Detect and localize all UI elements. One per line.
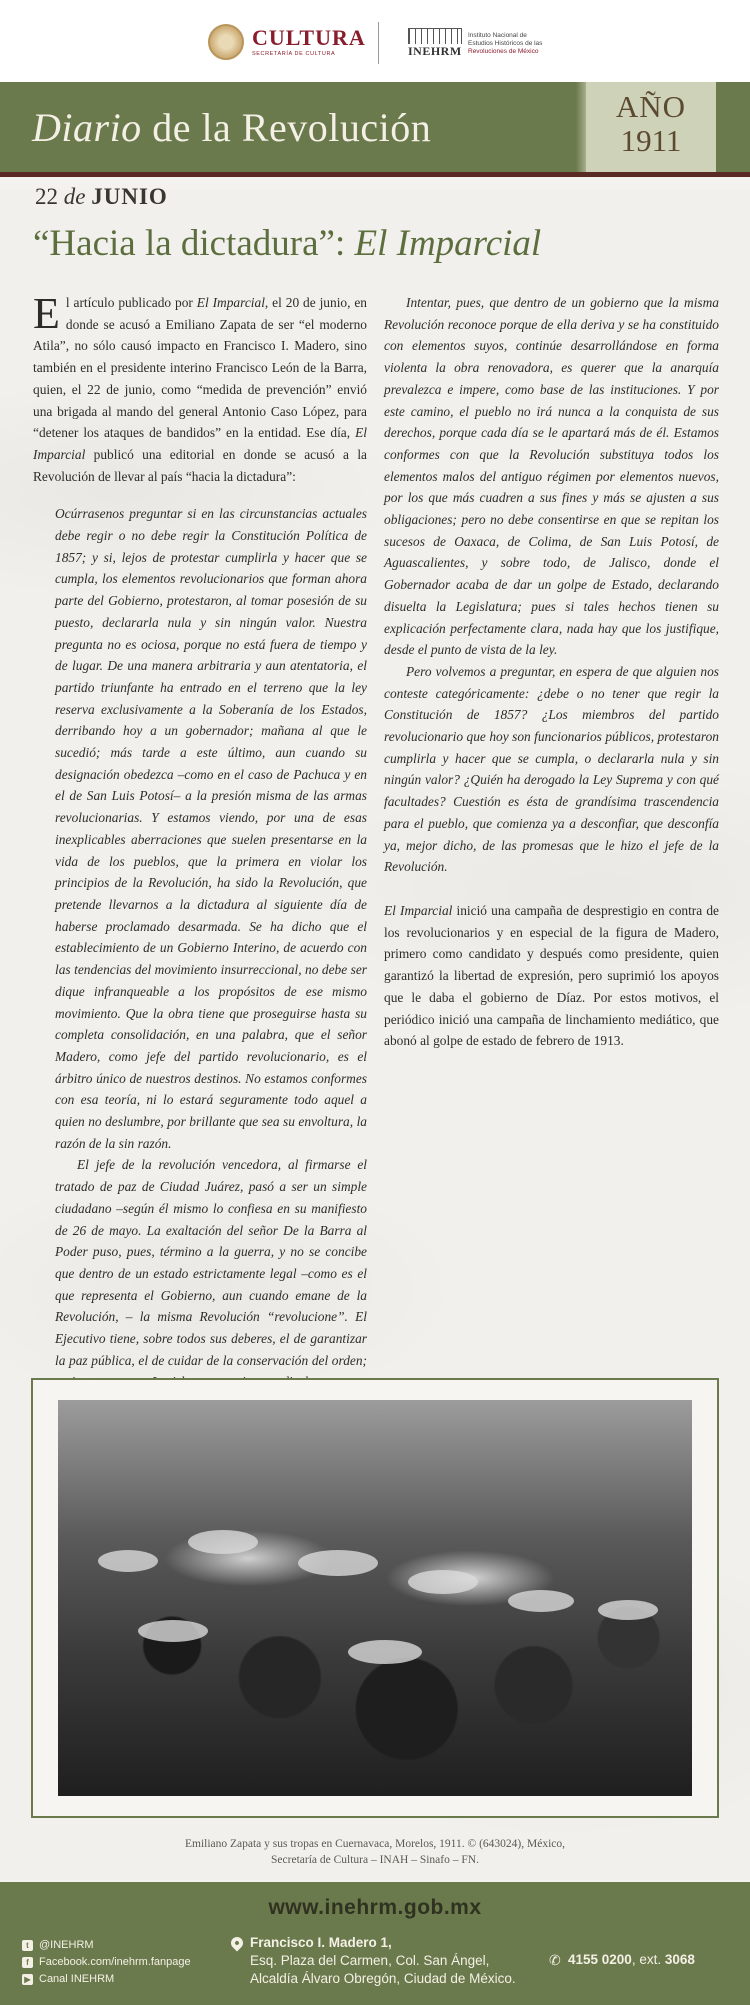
photo-caption [100, 1836, 650, 1868]
facebook-link[interactable] [22, 1954, 191, 1971]
phone-ext-number: 3068 [664, 1952, 695, 1967]
year-label: AÑO [615, 89, 687, 124]
photo-detail [138, 1620, 208, 1642]
youtube-channel: Canal INEHRM [39, 1973, 115, 1985]
seal-icon [208, 24, 244, 60]
headline [33, 222, 541, 265]
inehrm-word: INEHRM [408, 44, 462, 58]
address-line-2: Esq. Plaza del Carmen, Col. San Ángel, [250, 1953, 490, 1968]
building-icon [408, 28, 462, 44]
intro-text-c: , el 20 de junio, en donde se acusó a Emiliano Zapata de ser “el moderno Atila”, no sólo causó impacto en Francisco I. Madero, sino también en el presidente interino Francisco León de la Barra, quien, el 22 de junio, como “medida de prevención” envió una brigada al mando del general Antonio Caso López, para “detener los ataques de bandidos” en la entidad. Ese día, [33, 295, 368, 441]
twitter-icon: t [22, 1940, 33, 1951]
photo-frame [31, 1378, 719, 1818]
phone-number: 4155 0200 [568, 1952, 632, 1967]
phone-block[interactable] [549, 1952, 695, 1968]
address-block [250, 1934, 516, 1988]
inehrm-logo[interactable] [408, 28, 542, 59]
article-date [35, 184, 168, 210]
article-column-left [33, 289, 368, 1502]
cultura-word: CULTURA [252, 25, 366, 50]
article-column-right [384, 292, 719, 1052]
facebook-url: Facebook.com/inehrm.fanpage [39, 1956, 191, 1968]
date-day: 22 [35, 184, 58, 209]
inehrm-line3: Revoluciones de México [468, 47, 539, 55]
headline-main: “Hacia la dictadura”: [33, 223, 355, 264]
inehrm-line2: Estudios Históricos de las [468, 39, 543, 47]
photo-detail [98, 1550, 158, 1572]
inehrm-mark [408, 28, 462, 59]
intro-paragraph [33, 289, 368, 487]
quote-paragraph-1: Ocúrrasenos preguntar si en las circunstancias actuales debe regir o no debe regir la Constitución Política de 1857; y si, lejos de protestar cumplirla y hacer que se cumpla, los elementos revolucionarios que forman ahora parte del Gobierno, protestaron, al tomar posesión de su puesto, declararla nula y sin ningún valor. Nuestra pregunta no es ociosa, porque no está fuera de tiempo y de lugar. De una manera arbitraria y aun atentatoria, el partido triunfante ha entrado en el terreno que la ley reserva exclusivamente a la Soberanía de los Estados, derribando hoy a un gobernador; mañana al que le sucedió; más tarde a este último, aun cuando su designación obedezca –como en el caso de Pachuca y en el de San Luis Potosí– a la presión misma de las armas revolucionarias. Y estamos viendo, por una de esas inexplicables aberraciones que suelen presentarse en la vida de los pueblos, que la primera en violar los principios de la Revolución, ha sido la Revolución, que pretende llevarnos a la dictadura al siguiente día de haberse proclamado desarmada. Se ha dicho que el establecimiento de un Gobierno Interino, de acuerdo con las tendencias del movimiento insurreccional, no debe ser dique infranqueable a los propósitos de ese mismo movimiento. Que la obra tiene que proseguirse hasta su completa consolidación, en una palabra, que el señor Madero, como jefe del partido revolucionario, es el árbitro único de nuestros destinos. No estamos conformes con esa teoría, ni lo estará seguramente todo aquel a quien no deslumbre, por brillante que sea su envoltura, la razón de la sin razón. [55, 506, 367, 1151]
cultura-text [252, 27, 366, 57]
logo-divider [378, 22, 379, 64]
quote-paragraph-3: Intentar, pues, que dentro de un gobierno que la misma Revolución reconoce porque de ella deriva y se ha constituido con elementos suyos, continúe desarrollándose en forma violenta la obra renovadora, es querer que la anarquía prevalezca e impere, como base de las instituciones. Y por este camino, el pueblo no irá nunca a la conquista de sus derechos, porque cada día se le apartará más de él. Estamos conformes con que la Revolución substituya todos los elementos malos del antiguo régimen por elementos nuevos, por los que más cuadren a sus fines y más se ajusten a sus obligaciones; pero no debe consentirse en que se repitan los sucesos de Oaxaca, de Colima, de San Luis Potosí, de Aguascalientes, y sobre todo, de Jalisco, donde el Gobernador acaba de dar un golpe de Estado, declarando disuelta la Legislatura; pues si tales hechos tienen su explicación perfectamente clara, nada hay que los justifique, desde el punto de vista de la ley. [384, 295, 719, 658]
date-month: JUNIO [91, 184, 168, 209]
twitter-handle: @INEHRM [39, 1939, 94, 1951]
headline-source: El Imparcial [354, 223, 542, 264]
inehrm-line1: Instituto Nacional de [468, 31, 527, 39]
photo-detail [408, 1570, 478, 1594]
address-line-1: Francisco I. Madero 1, [250, 1935, 392, 1950]
quote-paragraph-4: Pero volvemos a preguntar, en espera de que alguien nos conteste categóricamente: ¿debe o no tener que regir la Constitución de 1857? ¿Los miembros del partido revolucionario que hoy son funcionarios públicos, protestaron cumplirla y hacer que se cumpla, o declararla nula y sin ningún valor? ¿Quién ha derogado la Ley Suprema y con qué facultades? Cuestión es ésta de grandísima trascendencia para el pueblo, que comienza ya a desconfiar, que desconfía ya, mejor dicho, de las promesas que le hizo el jefe de la Revolución. [384, 663, 719, 875]
photo-detail [298, 1550, 378, 1576]
title-italic: Diario [32, 105, 142, 150]
social-links [22, 1937, 191, 1988]
historical-photo[interactable] [58, 1400, 692, 1796]
phone-ext-label: , ext. [631, 1952, 665, 1967]
publication-title [32, 104, 431, 151]
banner-stripe [0, 172, 750, 177]
closing-text-b: inició una campaña de desprestigio en contra de los revolucionarios y en especial de la figura de Madero, primero como candidato y después como presidente, quien garantizó la libertad de expresión, pero suprimió los apoyos que le daba el gobierno de Díaz. Por estos motivos, el periódico inició una campaña de linchamiento mediático, que abonó al golpe de estado de febrero de 1913. [384, 902, 719, 1049]
title-rest: de la Revolución [141, 105, 432, 150]
youtube-icon: ▶ [22, 1974, 33, 1985]
year-box [586, 82, 716, 172]
phone-icon: ✆ [549, 1952, 561, 1968]
year-value: 1911 [620, 123, 682, 158]
intro-text-a: l artículo publicado por [65, 295, 197, 310]
date-de: de [58, 184, 92, 209]
caption-line-2: Secretaría de Cultura – INAH – Sinafo – FN. [271, 1854, 479, 1866]
twitter-link[interactable] [22, 1937, 191, 1954]
facebook-icon: f [22, 1957, 33, 1968]
website-link[interactable]: www.inehrm.gob.mx [268, 1896, 482, 1919]
location-pin-icon [229, 1935, 246, 1952]
drop-cap: E [33, 289, 60, 338]
closing-text-a: El Imparcial [384, 902, 453, 918]
address-line-3: Alcaldía Álvaro Obregón, Ciudad de México. [250, 1971, 516, 1986]
logo-bar [0, 0, 750, 82]
intro-text-e: publicó una editorial en donde se acusó a la Revolución de llevar al país “hacia la dictadura”: [33, 446, 367, 484]
quote-paragraph-2: El jefe de la revolución vencedora, al firmarse el tratado de paz de Ciudad Juárez, pasó a ser un simple ciudadano –según él mismo lo confiesa en su manifiesto de 26 de mayo. La exaltación del señor De la Barra al Poder puso, pues, término a la guerra, y no se concibe que dentro de un estado estrictamente legal –como es el que representa el Gobierno, aun cuando emane de la Revolución, – la misma Revolución “revolucione”. El Ejecutivo tiene, sobre todos sus deberes, el de garantizar la paz pública, el de cuidar de la conservación del orden; [55, 1157, 367, 1368]
intro-text-b: El Imparcial [196, 295, 265, 310]
inehrm-text [468, 32, 542, 56]
photo-detail [598, 1600, 658, 1620]
photo-detail [348, 1640, 422, 1664]
youtube-link[interactable] [22, 1971, 191, 1988]
photo-detail [188, 1530, 258, 1554]
closing-paragraph [384, 900, 719, 1052]
cultura-sub: SECRETARÍA DE CULTURA [252, 51, 336, 57]
cultura-logo[interactable] [208, 24, 366, 60]
photo-detail [508, 1590, 574, 1612]
footer [0, 1882, 750, 2005]
caption-line-1: Emiliano Zapata y sus tropas en Cuernavaca, Morelos, 1911. © (643024), México, [184, 1838, 566, 1850]
intro-text-d: El Imparcial [33, 425, 367, 462]
